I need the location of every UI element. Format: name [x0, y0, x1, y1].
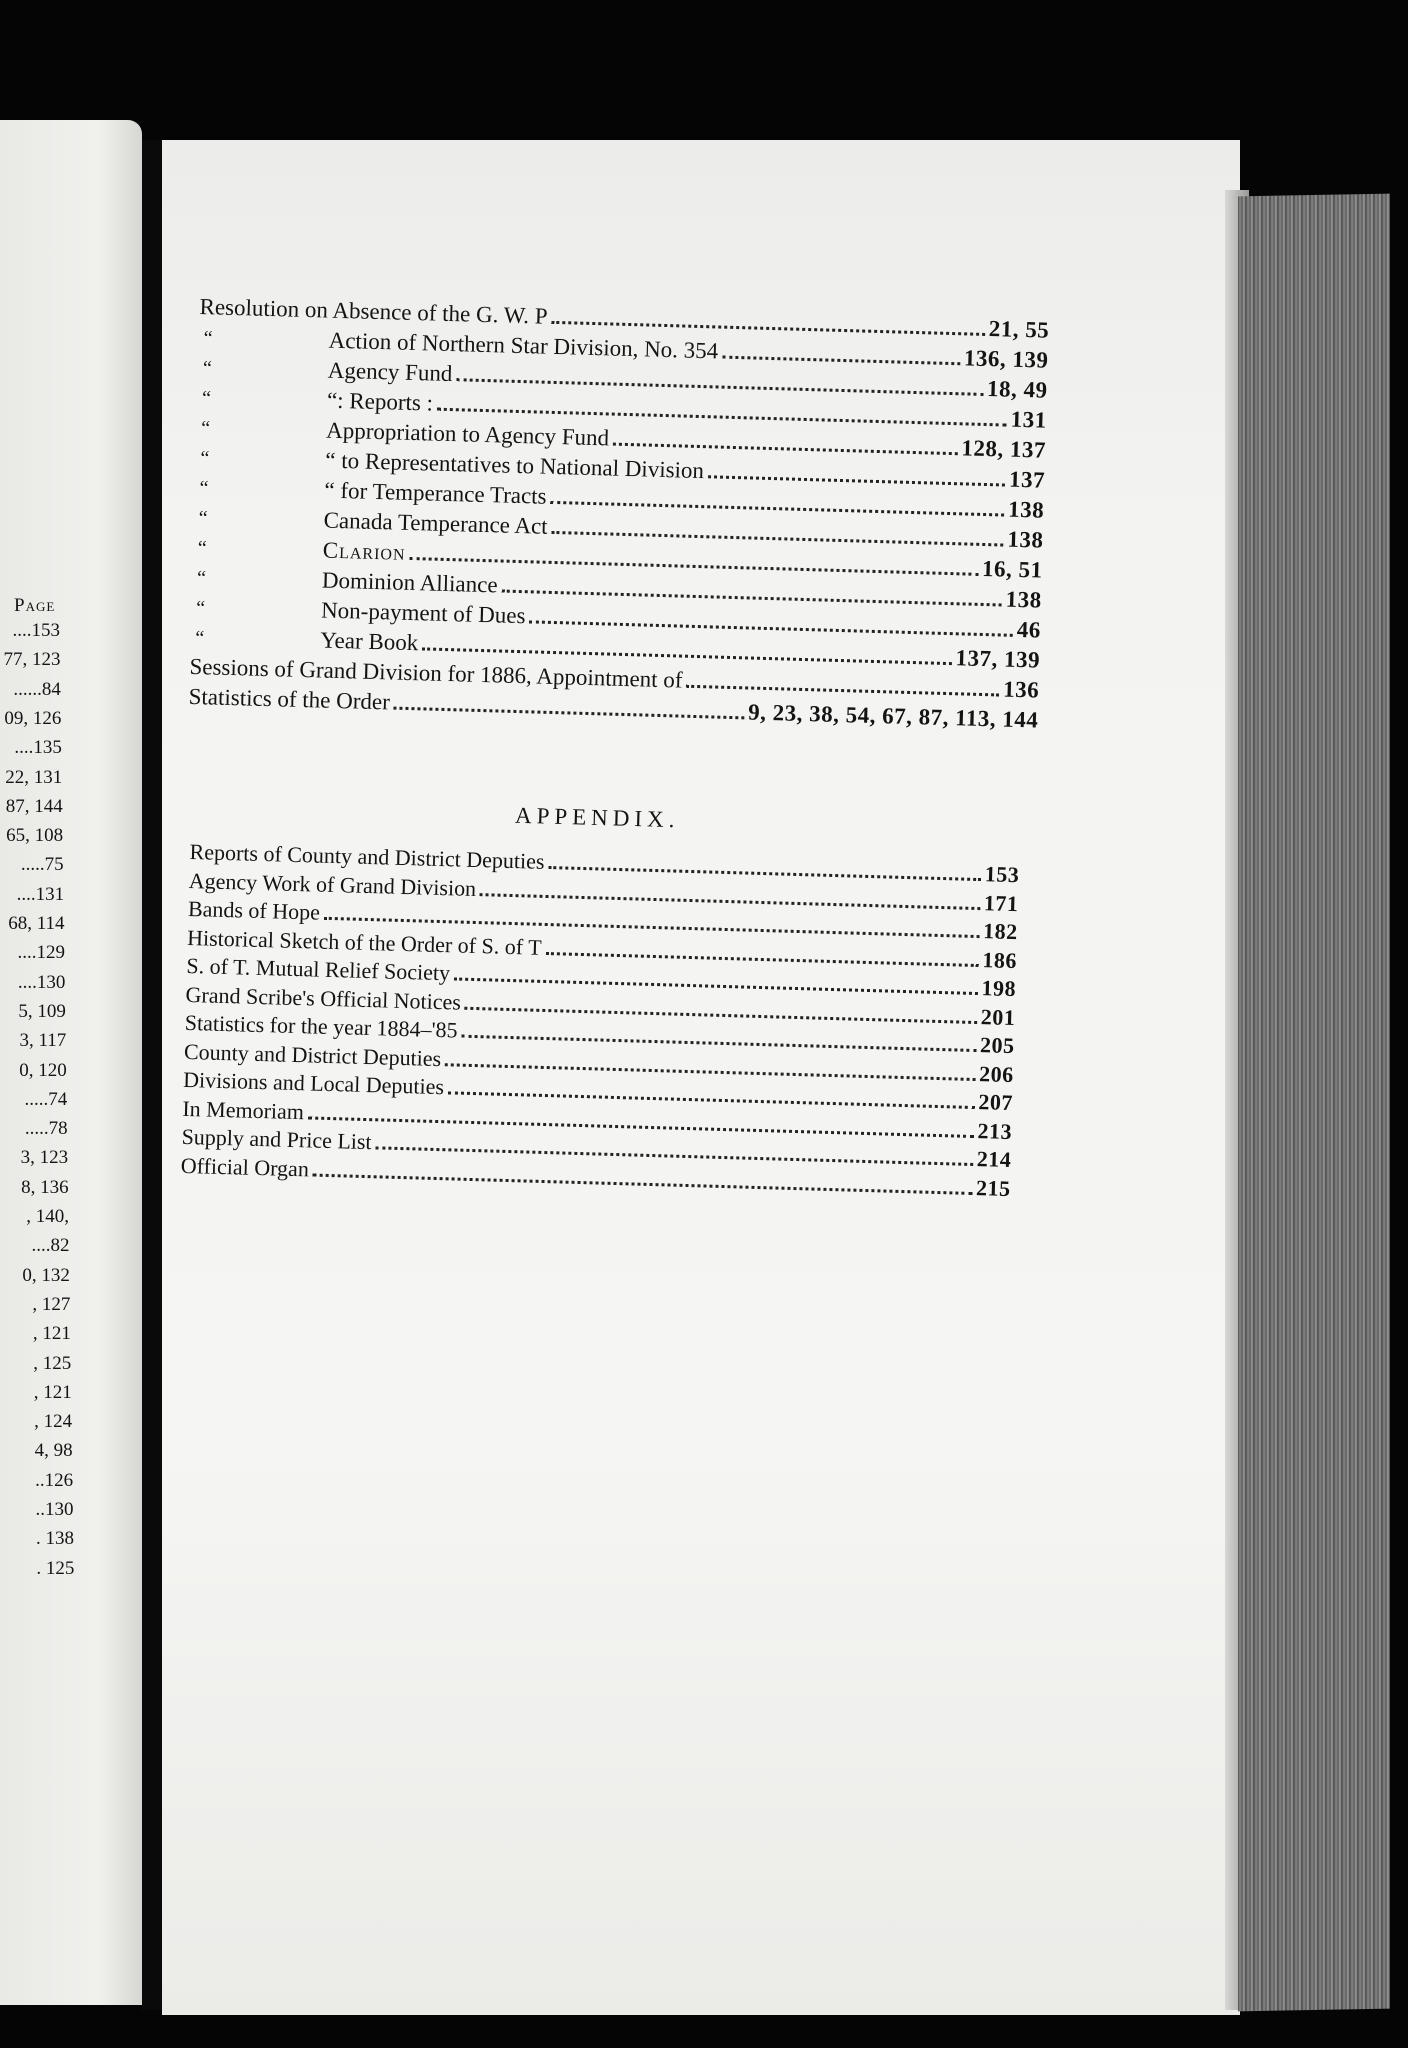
entry-label: Canada Temperance Act	[323, 507, 548, 539]
ditto-mark: “	[196, 567, 207, 590]
left-page-number: 77, 123	[3, 649, 61, 671]
entry-label: Year Book	[319, 627, 419, 656]
entry-pages: 198	[981, 975, 1017, 1002]
left-page-number: , 127	[32, 1293, 71, 1315]
entry-label: Supply and Price List	[181, 1123, 372, 1155]
ditto-mark: “	[200, 417, 211, 440]
entry-label: Statistics of the Order	[188, 683, 391, 715]
entry-label: Action of Northern Star Division, No. 354	[328, 327, 719, 364]
entry-pages: 171	[983, 889, 1019, 916]
appendix-list	[180, 838, 1019, 1203]
entry-label: Grand Scribe's Official Notices	[185, 981, 462, 1015]
entry-label: Agency Fund	[327, 357, 453, 387]
ditto-mark: “	[203, 327, 213, 350]
entry-pages: 131	[1010, 406, 1048, 433]
left-page-number: , 140,	[26, 1206, 69, 1227]
entry-pages: 138	[1007, 526, 1044, 553]
entry-label: Agency Work of Grand Division	[188, 867, 477, 901]
left-page-number: 68, 114	[8, 913, 65, 934]
ditto-mark: “	[201, 387, 212, 410]
entry-label: In Memoriam	[182, 1095, 305, 1124]
book-page-edges	[1238, 194, 1390, 2012]
left-page-number: .....78	[24, 1118, 68, 1140]
entry-pages: 9, 23, 38, 54, 67, 87, 113, 144	[747, 699, 1039, 733]
left-page-number: ....82	[31, 1235, 70, 1257]
left-page-number: ....135	[14, 737, 62, 759]
left-page-number: , 124	[34, 1411, 73, 1433]
entry-label: “: Reports :	[326, 387, 434, 416]
left-page-number: , 125	[33, 1352, 72, 1374]
entry-pages: 153	[984, 861, 1020, 888]
left-page-number: 3, 117	[19, 1030, 67, 1052]
index-list	[188, 292, 1049, 736]
left-page-number: , 121	[32, 1323, 71, 1345]
dot-leader	[613, 443, 957, 456]
entry-pages: 18, 49	[986, 376, 1048, 403]
entry-label: County and District Deputies	[183, 1038, 442, 1071]
left-page-number: ......84	[13, 678, 61, 700]
entry-label: Bands of Hope	[187, 895, 321, 925]
left-page-number: ..130	[35, 1499, 74, 1520]
entry-label: Dominion Alliance	[321, 567, 498, 598]
entry-label: Reports of County and District Deputies	[189, 838, 545, 874]
ditto-mark: “	[200, 447, 210, 470]
left-page-number: 22, 131	[5, 766, 63, 788]
entry-pages: 136	[1002, 676, 1040, 703]
left-page-number: .....75	[20, 854, 64, 876]
left-page-number: ....153	[12, 620, 60, 641]
entry-label: S. of T. Mutual Relief Society	[186, 952, 451, 986]
left-page-number: 8, 136	[21, 1176, 69, 1198]
dot-leader	[722, 356, 960, 366]
entry-label: Divisions and Local Deputies	[182, 1066, 445, 1100]
entry-pages: 21, 55	[988, 316, 1050, 343]
entry-pages: 16, 51	[981, 555, 1043, 583]
ditto-mark: “	[202, 357, 213, 380]
left-page-number: ....130	[17, 971, 66, 993]
entry-label: Statistics for the year 1884–'85	[184, 1009, 458, 1043]
entry-pages: 138	[1007, 496, 1045, 523]
ditto-mark: “	[197, 537, 208, 560]
dot-leader	[686, 685, 999, 697]
entry-pages: 201	[980, 1003, 1016, 1030]
left-page-number: 09, 126	[4, 707, 62, 729]
left-page-number: ....131	[16, 883, 65, 905]
entry-pages: 136, 139	[963, 345, 1049, 373]
left-page-number: . 138	[35, 1528, 74, 1550]
left-page-number: .....74	[24, 1088, 68, 1110]
entry-pages: 128, 137	[961, 435, 1047, 463]
entry-pages: 205	[979, 1032, 1015, 1059]
ditto-mark: “	[199, 477, 209, 500]
appendix-title: APPENDIX.	[514, 802, 680, 833]
dot-leader	[708, 475, 1005, 486]
entry-label: Appropriation to Agency Fund	[325, 417, 610, 451]
left-page-number: 0, 132	[22, 1264, 70, 1286]
entry-label: Clarion	[322, 537, 406, 565]
entry-pages: 186	[982, 946, 1018, 973]
book-gutter	[142, 140, 162, 2010]
entry-label: “ to Representatives to National Division	[325, 447, 705, 484]
entry-pages: 138	[1005, 586, 1043, 613]
entry-pages: 215	[975, 1174, 1011, 1201]
entry-pages: 137, 139	[955, 645, 1041, 673]
left-page-number: 3, 123	[20, 1147, 69, 1169]
left-page-number: ..126	[35, 1469, 74, 1491]
left-page-number: 0, 120	[19, 1059, 67, 1081]
left-page-header: Page	[14, 595, 56, 616]
entry-pages: 46	[1016, 616, 1042, 643]
left-page-number: 65, 108	[6, 825, 64, 847]
entry-pages: 182	[982, 918, 1019, 945]
entry-pages: 214	[976, 1146, 1012, 1173]
left-page-number: 4, 98	[34, 1440, 73, 1462]
entry-label: Historical Sketch of the Order of S. of T	[186, 924, 543, 960]
ditto-mark: “	[195, 597, 206, 620]
entry-label: “ for Temperance Tracts	[324, 477, 547, 509]
left-page-number: ....129	[17, 942, 65, 964]
entry-label: Resolution on Absence of the G. W. P	[199, 293, 548, 329]
entry-label: Official Organ	[180, 1152, 310, 1181]
entry-pages: 137	[1008, 466, 1046, 493]
left-facing-page	[0, 120, 142, 2005]
entry-pages: 213	[977, 1117, 1013, 1144]
left-page-number: 87, 144	[5, 795, 63, 817]
left-page-number: , 121	[33, 1381, 72, 1403]
dot-leader	[394, 707, 744, 720]
left-page-number: . 125	[36, 1557, 75, 1579]
ditto-mark: “	[195, 627, 205, 650]
entry-pages: 206	[978, 1060, 1015, 1087]
entry-label: Sessions of Grand Division for 1886, Appointment of	[189, 653, 683, 693]
entry-label: Non-payment of Dues	[320, 597, 526, 629]
ditto-mark: “	[198, 507, 208, 530]
left-page-number: 5, 109	[18, 1000, 66, 1022]
entry-pages: 207	[978, 1089, 1014, 1116]
